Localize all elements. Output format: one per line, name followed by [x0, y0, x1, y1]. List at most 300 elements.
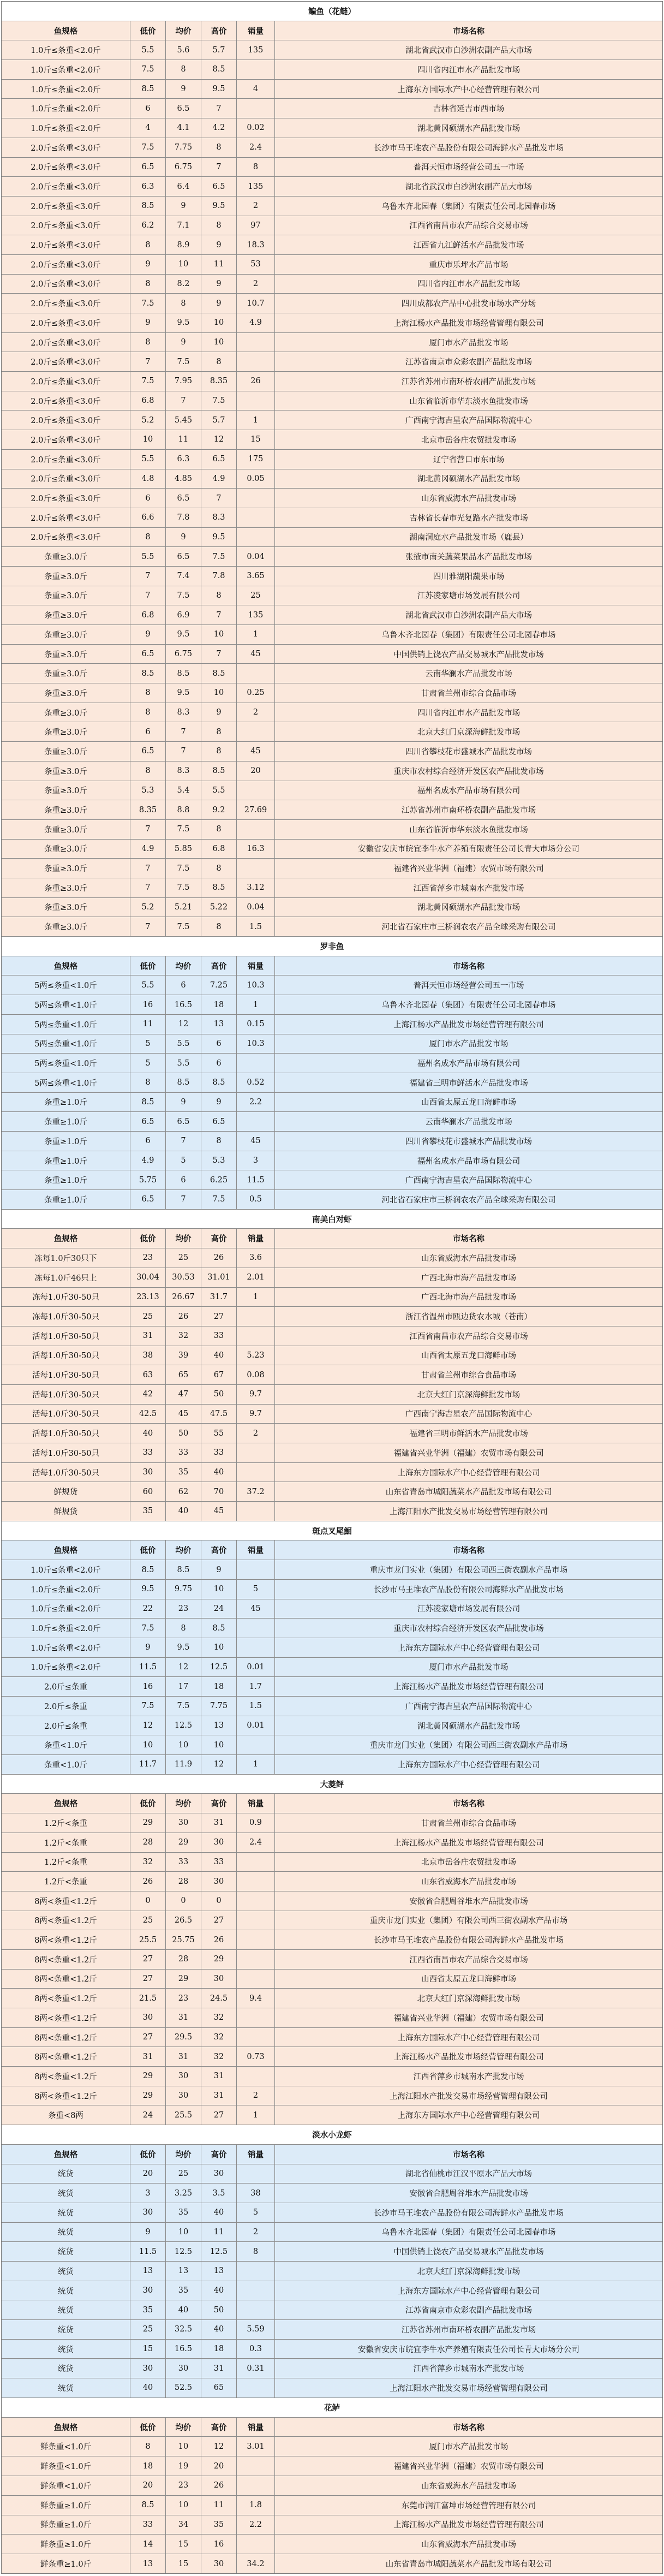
cell-high: 9: [201, 235, 237, 254]
cell-volume: 2.4: [237, 138, 275, 157]
cell-market: 河北省石家庄市三桥润农农产品全球采购有限公司: [381, 1195, 556, 1205]
cell-low: 6: [130, 1132, 166, 1151]
cell-volume: 4: [237, 80, 275, 99]
cell-market: 广西南宁海吉星农产品国际物流中心: [405, 1410, 532, 1419]
cell-avg: 65: [166, 1365, 201, 1384]
cell-high: 13: [201, 1716, 237, 1735]
cell-low: 5.5: [130, 547, 166, 566]
cell-market: 江苏凌家塘市场发展有限公司: [417, 592, 521, 601]
table-row: [2, 333, 662, 353]
cell-spec: 冻每1.0斤30-50只: [2, 1288, 130, 1307]
cell-high: 50: [201, 2300, 237, 2319]
cell-high: 30: [201, 1833, 237, 1852]
cell-high: 32: [201, 2028, 237, 2047]
cell-avg: 8.3: [166, 703, 201, 722]
cell-spec: 1.0斤≤条重<2.0斤: [2, 1638, 130, 1657]
cell-market: 重庆市龙门实业（集团）有限公司西三街农副水产品市场: [369, 1741, 568, 1751]
cell-high: 29: [201, 1950, 237, 1969]
cell-spec: 鲜条重≥1.0斤: [2, 2515, 130, 2535]
table-row: [2, 2203, 662, 2223]
cell-high: 27: [201, 2105, 237, 2125]
cell-spec: 8两<条重<1.2斤: [2, 2008, 130, 2027]
cell-avg: 28: [166, 1872, 201, 1891]
cell-volume: 3.01: [237, 2437, 275, 2456]
header-volume: 销量: [237, 1540, 275, 1560]
cell-high: 9.5: [201, 197, 237, 216]
cell-volume: 135: [237, 177, 275, 196]
cell-low: 30.04: [130, 1268, 166, 1287]
cell-high: 7.25: [201, 975, 237, 995]
table-row: [2, 1813, 662, 1833]
cell-low: 29: [130, 2086, 166, 2105]
cell-low: 5.75: [130, 1170, 166, 1189]
table-row: [2, 1443, 662, 1463]
cell-low: 30: [130, 2281, 166, 2300]
cell-low: 33: [130, 2515, 166, 2535]
cell-spec: 1.0斤≤条重<2.0斤: [2, 1560, 130, 1579]
cell-market: 江西省南昌市农产品综合交易市场: [409, 1332, 528, 1341]
table-row: [2, 2223, 662, 2242]
cell-market: 北京市岳各庄农贸批发市场: [421, 436, 516, 445]
cell-avg: 25.75: [166, 1930, 201, 1949]
cell-volume: 20: [237, 762, 275, 781]
cell-volume: [237, 333, 275, 352]
cell-low: 22: [130, 1599, 166, 1619]
cell-volume: [237, 1112, 275, 1131]
cell-spec: 8两<条重<1.2斤: [2, 1950, 130, 1969]
cell-market: 重庆市乐坪水产品市场: [429, 260, 509, 270]
table-row: [2, 216, 662, 236]
table-row: [2, 99, 662, 118]
cell-avg: 8: [166, 60, 201, 79]
cell-low: 8.5: [130, 80, 166, 99]
table-row: [2, 2456, 662, 2476]
cell-volume: 175: [237, 450, 275, 469]
table-row: [2, 605, 662, 625]
cell-market: 福州名成水产品市场有限公司: [417, 787, 521, 796]
cell-spec: 条重≥1.0斤: [2, 1093, 130, 1112]
cell-avg: 6.5: [166, 547, 201, 566]
cell-low: 10: [130, 430, 166, 449]
cell-low: 5: [130, 1034, 166, 1054]
cell-high: 24: [201, 1599, 237, 1619]
cell-volume: [237, 1560, 275, 1579]
table-row: [2, 1132, 662, 1151]
cell-low: 9: [130, 313, 166, 332]
cell-spec: 鲜规货: [2, 1502, 130, 1521]
section-title: 罗非鱼: [2, 937, 662, 956]
cell-market: 重庆市龙门实业（集团）有限公司西三街农副水产品市场: [369, 1566, 568, 1575]
cell-volume: 97: [237, 216, 275, 235]
table-row: [2, 1463, 662, 1483]
cell-low: 4.8: [130, 469, 166, 489]
cell-market: 山东省临沂市华东淡水鱼批发市场: [409, 397, 528, 406]
cell-low: 8.5: [130, 2496, 166, 2515]
cell-avg: 15: [166, 2554, 201, 2573]
cell-avg: 39: [166, 1346, 201, 1365]
cell-low: 38: [130, 1346, 166, 1365]
table-row: [2, 2300, 662, 2320]
table-row: [2, 586, 662, 606]
cell-market: 山东省青岛市城阳蔬菜水产品批发市场有限公司: [385, 2560, 552, 2569]
cell-spec: 2.0斤≤条重<3.0斤: [2, 372, 130, 391]
cell-avg: 7.5: [166, 917, 201, 936]
cell-avg: 32.5: [166, 2320, 201, 2339]
cell-spec: 2.0斤≤条重<3.0斤: [2, 469, 130, 489]
cell-volume: 11.5: [237, 1170, 275, 1189]
cell-high: 31: [201, 2086, 237, 2105]
cell-avg: 9.5: [166, 683, 201, 703]
cell-spec: 2.0斤≤条重<3.0斤: [2, 411, 130, 430]
cell-volume: 10.7: [237, 294, 275, 313]
table-row: [2, 294, 662, 313]
cell-volume: 26: [237, 372, 275, 391]
cell-market: 湖北省武汉市白沙洲农副产品大市场: [405, 611, 532, 621]
table-row: [2, 2047, 662, 2067]
table-row: [2, 1930, 662, 1950]
header-spec: 鱼规格: [2, 2145, 130, 2164]
cell-high: 11: [201, 2223, 237, 2242]
cell-avg: 10: [166, 2437, 201, 2456]
cell-avg: 5.21: [166, 898, 201, 917]
cell-market: 四川雅湖阳蔬果市场: [433, 572, 505, 581]
cell-low: 7: [130, 917, 166, 936]
cell-volume: 1.7: [237, 1677, 275, 1696]
cell-market: 江西省南昌市农产品综合交易市场: [409, 222, 528, 231]
cell-high: 0: [201, 1891, 237, 1911]
cell-volume: [237, 2378, 275, 2397]
table-row: [2, 1326, 662, 1346]
cell-low: 6.8: [130, 391, 166, 411]
cell-market: 甘肃省兰州市综合食品市场: [421, 1371, 516, 1381]
cell-spec: 1.2斤<条重: [2, 1872, 130, 1891]
cell-market: 上海江杨水产品批发市场经营管理有限公司: [393, 1839, 544, 1848]
cell-avg: 7: [166, 1132, 201, 1151]
table-row: [2, 60, 662, 80]
cell-volume: 2: [237, 197, 275, 216]
cell-low: 28: [130, 1833, 166, 1852]
cell-volume: 1: [237, 625, 275, 644]
cell-high: 40: [201, 2203, 237, 2222]
cell-high: 26: [201, 1930, 237, 1949]
cell-high: 8: [201, 138, 237, 157]
table-row: [2, 430, 662, 450]
cell-market: 江苏省南京市众彩农副产品批发市场: [405, 358, 532, 367]
cell-spec: 条重≥3.0斤: [2, 703, 130, 722]
cell-avg: 7: [166, 391, 201, 411]
cell-spec: 1.0斤≤条重<2.0斤: [2, 80, 130, 99]
cell-market: 湖北省武汉市白沙洲农副产品大市场: [405, 183, 532, 192]
cell-market: 上海东方国际水产中心经营管理有限公司: [397, 1760, 540, 1770]
cell-high: 31.7: [201, 1288, 237, 1307]
cell-high: 30: [201, 2554, 237, 2573]
cell-avg: 6: [166, 975, 201, 995]
cell-volume: 2: [237, 2223, 275, 2242]
section-table: [2, 1521, 662, 1775]
cell-volume: 10.3: [237, 1034, 275, 1054]
cell-avg: 9: [166, 197, 201, 216]
header-avg: 均价: [166, 2418, 201, 2437]
table-row: [2, 1424, 662, 1443]
cell-market: 四川省攀枝花市盛城水产品批发市场: [405, 747, 532, 757]
table-row: [2, 118, 662, 138]
header-high: 高价: [201, 2145, 237, 2164]
header-high: 高价: [201, 2418, 237, 2437]
cell-avg: 30.53: [166, 1268, 201, 1287]
cell-low: 25: [130, 1307, 166, 1326]
cell-low: 16: [130, 1677, 166, 1696]
cell-market: 重庆市农村综合经济开发区农产品批发市场: [393, 1625, 544, 1634]
table-row: [2, 840, 662, 859]
cell-volume: [237, 1853, 275, 1872]
cell-market: 江西省萍乡市城南水产批发市场: [413, 2365, 524, 2374]
cell-low: 29: [130, 1813, 166, 1833]
cell-high: 4.9: [201, 469, 237, 489]
cell-volume: 16.3: [237, 840, 275, 859]
cell-high: 5.7: [201, 40, 237, 60]
cell-low: 7.5: [130, 1619, 166, 1638]
cell-high: 26: [201, 1248, 237, 1268]
cell-volume: 1: [237, 995, 275, 1014]
cell-market: 浙江省温州市瓯边货农水城（苍南）: [405, 1313, 532, 1322]
cell-market: 湖北省仙桃市江汉平原水产品大市场: [405, 2170, 532, 2179]
cell-avg: 5.4: [166, 781, 201, 800]
cell-market: 上海东方国际水产中心经营管理有限公司: [397, 1468, 540, 1478]
section-title: 花鲈: [2, 2398, 662, 2418]
cell-spec: 8两<条重<1.2斤: [2, 2067, 130, 2086]
cell-low: 8: [130, 2437, 166, 2456]
cell-high: 65: [201, 2378, 237, 2397]
cell-volume: 2.01: [237, 1268, 275, 1287]
cell-volume: 0.9: [237, 1813, 275, 1833]
cell-high: 40: [201, 1346, 237, 1365]
cell-market: 上海江阳水产批发交易市场经营管理有限公司: [390, 1507, 548, 1516]
cell-spec: 8两<条重<1.2斤: [2, 1911, 130, 1930]
table-row: [2, 1054, 662, 1073]
header-volume: 销量: [237, 2418, 275, 2437]
cell-high: 9: [201, 703, 237, 722]
cell-high: 30: [201, 1970, 237, 1989]
cell-market: 山东省威海水产品批发市场: [421, 1878, 516, 1887]
cell-low: 7.5: [130, 60, 166, 79]
cell-avg: 30: [166, 1813, 201, 1833]
cell-avg: 13: [166, 2262, 201, 2281]
cell-high: 8.35: [201, 372, 237, 391]
cell-volume: [237, 1502, 275, 1521]
header-high: 高价: [201, 21, 237, 40]
table-row: [2, 1073, 662, 1093]
cell-high: 7: [201, 645, 237, 664]
table-row: [2, 352, 662, 372]
table-row: [2, 2359, 662, 2378]
table-row: [2, 1970, 662, 1989]
cell-volume: [237, 2262, 275, 2281]
cell-market: 乌鲁木齐北园春（集团）有限责任公司北园春市场: [381, 630, 556, 640]
header-market: 市场名称: [453, 961, 484, 971]
cell-low: 7: [130, 567, 166, 586]
cell-volume: 8: [237, 158, 275, 177]
cell-low: 23: [130, 1248, 166, 1268]
cell-spec: 条重≥3.0斤: [2, 781, 130, 800]
cell-volume: 45: [237, 1599, 275, 1619]
cell-low: 8: [130, 528, 166, 547]
header-avg: 均价: [166, 2145, 201, 2164]
cell-low: 26: [130, 1872, 166, 1891]
cell-avg: 10: [166, 1735, 201, 1754]
table-row: [2, 1950, 662, 1970]
cell-volume: 1: [237, 2105, 275, 2125]
cell-avg: 12.5: [166, 1716, 201, 1735]
cell-spec: 2.0斤≤条重<3.0斤: [2, 489, 130, 508]
cell-volume: 0.25: [237, 683, 275, 703]
cell-volume: 45: [237, 645, 275, 664]
cell-avg: 40: [166, 1502, 201, 1521]
cell-market: 安徽省安庆市皖宜李牛水产养殖有限责任公司长青大市场分公司: [358, 2345, 579, 2354]
cell-avg: 7.4: [166, 567, 201, 586]
cell-market: 吉林省延吉市西市场: [433, 105, 505, 114]
cell-volume: 0.31: [237, 2359, 275, 2378]
cell-volume: 45: [237, 1132, 275, 1151]
cell-market: 中国供销上饶农产品交易城水产品批发市场: [393, 2248, 544, 2257]
cell-low: 35: [130, 2300, 166, 2319]
cell-volume: [237, 1326, 275, 1346]
cell-low: 7: [130, 878, 166, 897]
header-spec: 鱼规格: [2, 21, 130, 40]
cell-low: 5.2: [130, 898, 166, 917]
cell-avg: 7.5: [166, 586, 201, 605]
cell-avg: 5.6: [166, 40, 201, 60]
cell-spec: 条重≥3.0斤: [2, 664, 130, 683]
header-low: 低价: [130, 1794, 166, 1813]
table-row: [2, 1716, 662, 1736]
table-row: [2, 2028, 662, 2048]
cell-volume: 9.7: [237, 1385, 275, 1404]
cell-market: 湖南洞庭水产品批发市场（鹿县）: [409, 533, 528, 543]
cell-volume: 0.3: [237, 2340, 275, 2359]
header-row: [2, 21, 662, 41]
cell-low: 5.5: [130, 450, 166, 469]
cell-low: 7.5: [130, 138, 166, 157]
table-row: [2, 197, 662, 216]
cell-market: 湖北省武汉市白沙洲农副产品大市场: [405, 46, 532, 56]
cell-market: 四川省攀枝花市盛城水产品批发市场: [405, 1137, 532, 1146]
cell-volume: 37.2: [237, 1482, 275, 1501]
cell-low: 4.9: [130, 840, 166, 859]
cell-low: 15: [130, 2340, 166, 2359]
cell-low: 5.3: [130, 781, 166, 800]
cell-high: 6.8: [201, 840, 237, 859]
cell-high: 8.5: [201, 878, 237, 897]
cell-avg: 10: [166, 2223, 201, 2242]
cell-spec: 条重≥3.0斤: [2, 859, 130, 878]
cell-spec: 2.0斤≤条重: [2, 1716, 130, 1735]
cell-low: 42.5: [130, 1405, 166, 1424]
header-avg: 均价: [166, 21, 201, 40]
cell-low: 5.5: [130, 975, 166, 995]
cell-market: 福建省兴业华洲（福建）农贸市场有限公司: [393, 865, 544, 874]
table-row: [2, 1560, 662, 1580]
cell-market: 上海东方国际水产中心经营管理有限公司: [397, 2033, 540, 2043]
cell-low: 12: [130, 1716, 166, 1735]
cell-low: 27: [130, 1970, 166, 1989]
cell-low: 6.8: [130, 605, 166, 624]
cell-avg: 33: [166, 1443, 201, 1462]
table-row: [2, 1638, 662, 1658]
table-row: [2, 625, 662, 645]
table-row: [2, 645, 662, 664]
header-low: 低价: [130, 1540, 166, 1560]
cell-high: 8: [201, 352, 237, 371]
table-row: [2, 138, 662, 158]
cell-spec: 5两≤条重<1.0斤: [2, 1054, 130, 1073]
cell-spec: 1.0斤≤条重<2.0斤: [2, 1658, 130, 1677]
cell-spec: 条重<8两: [2, 2105, 130, 2125]
cell-market: 江西省萍乡市城南水产批发市场: [413, 2072, 524, 2081]
cell-volume: 1: [237, 1288, 275, 1307]
cell-avg: 7.1: [166, 216, 201, 235]
cell-spec: 5两≤条重<1.0斤: [2, 995, 130, 1014]
cell-low: 3: [130, 2184, 166, 2203]
header-low: 低价: [130, 2418, 166, 2437]
cell-avg: 4.1: [166, 118, 201, 138]
cell-volume: 5.59: [237, 2320, 275, 2339]
cell-market: 甘肃省兰州市综合食品市场: [421, 1819, 516, 1828]
cell-spec: 8两<条重<1.2斤: [2, 1891, 130, 1911]
cell-avg: 8.8: [166, 800, 201, 819]
cell-market: 上海江阳水产批发交易市场经营管理有限公司: [390, 2092, 548, 2101]
table-row: [2, 1365, 662, 1385]
cell-spec: 统货: [2, 2203, 130, 2222]
header-volume: 销量: [237, 21, 275, 40]
cell-high: 8.3: [201, 508, 237, 527]
cell-avg: 28: [166, 1950, 201, 1969]
cell-market: 北京大红门京深海鲜批发市场: [417, 1390, 521, 1400]
cell-market: 厦门市水产品批发市场: [429, 2443, 509, 2452]
cell-spec: 1.0斤≤条重<2.0斤: [2, 118, 130, 138]
cell-spec: 条重≥3.0斤: [2, 898, 130, 917]
cell-volume: 2: [237, 703, 275, 722]
cell-market: 江苏省苏州市南环桥农副产品批发市场: [401, 2325, 536, 2335]
table-row: [2, 391, 662, 411]
cell-volume: 1: [237, 411, 275, 430]
cell-spec: 活每1.0斤30-50只: [2, 1424, 130, 1443]
cell-spec: 冻每1.0斤30-50只: [2, 1307, 130, 1326]
cell-low: 32: [130, 1853, 166, 1872]
cell-volume: [237, 664, 275, 683]
cell-low: 7.5: [130, 1697, 166, 1716]
cell-spec: 统货: [2, 2340, 130, 2359]
cell-market: 福建省兴业华洲（福建）农贸市场有限公司: [393, 2462, 544, 2472]
cell-avg: 5.45: [166, 411, 201, 430]
cell-market: 北京大红门京深海鲜批发市场: [417, 2267, 521, 2276]
cell-spec: 条重≥3.0斤: [2, 878, 130, 897]
cell-volume: 2.2: [237, 2515, 275, 2535]
table-row: [2, 1677, 662, 1697]
cell-volume: 9.4: [237, 1989, 275, 2008]
cell-spec: 条重≥3.0斤: [2, 722, 130, 741]
cell-market: 长沙市马王堆农产品股份有限公司海鲜水产品批发市场: [374, 2209, 564, 2218]
cell-market: 厦门市水产品批发市场: [429, 1663, 509, 1673]
table-row: [2, 1891, 662, 1911]
cell-avg: 6.3: [166, 450, 201, 469]
table-row: [2, 683, 662, 703]
cell-spec: 冻每1.0斤30只下: [2, 1248, 130, 1268]
cell-spec: 1.0斤≤条重<2.0斤: [2, 1599, 130, 1619]
cell-avg: 29: [166, 1970, 201, 1989]
cell-volume: [237, 1911, 275, 1930]
cell-spec: 1.0斤≤条重<2.0斤: [2, 60, 130, 79]
cell-volume: [237, 1872, 275, 1891]
